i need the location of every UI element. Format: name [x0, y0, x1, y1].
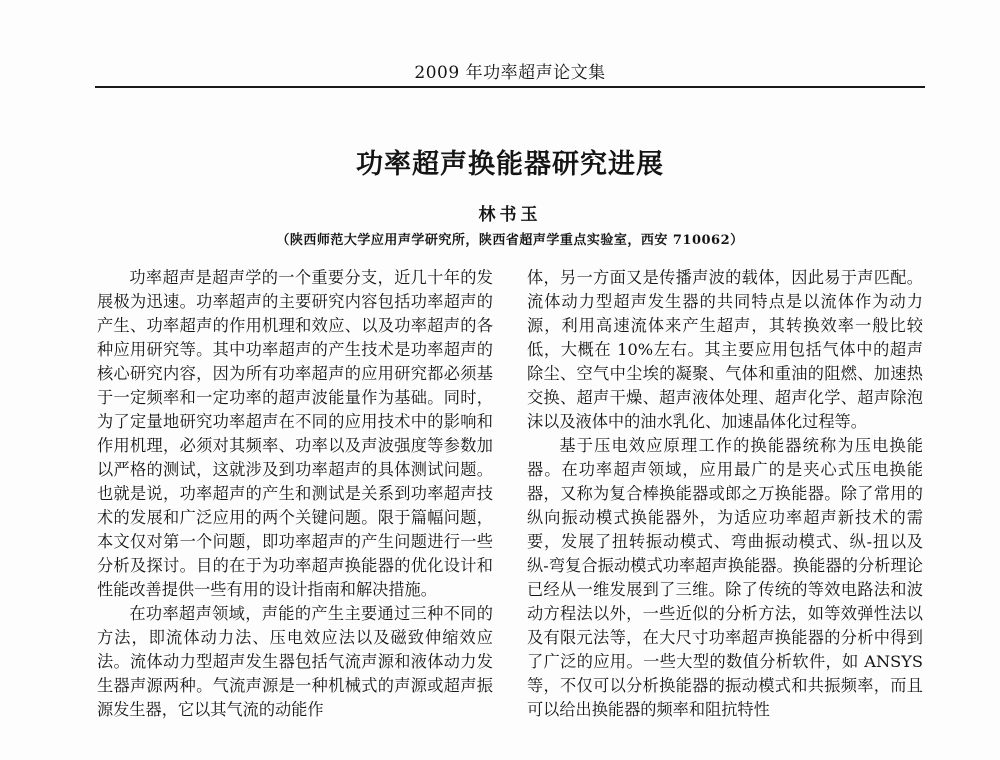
- paragraph: 基于压电效应原理工作的换能器统称为压电换能器。在功率超声领域，应用最广的是夹心式压电换能器，又称为复合棒换能器或郎之万换能器。除了常用的纵向振动模式换能器外，为适应功率超声新技术的需要，发展了扭转振动模式、弯曲振动模式、纵-扭以及纵-弯复合振动模式功率超声换能器。换能器的分析理论已经从一维发展到了三维。除了传统的等效电路法和波动方程法以外，一些近似的分析方法，如等效弹性法以及有限元法等，在大尺寸功率超声换能器的分析中得到了广泛的应用。一些大型的数值分析软件，如 ANSYS 等，不仅可以分析换能器的振动模式和共振频率，而且可以给出换能器的频率和阻抗特性: [527, 436, 923, 719]
- running-header: 2009 年功率超声论文集: [414, 63, 606, 83]
- body-column-right: [527, 266, 923, 722]
- paragraph: 功率超声是超声学的一个重要分支，近几十年的发展极为迅速。功率超声的主要研究内容包括功率超声的产生、功率超声的作用机理和效应、以及功率超声的各种应用研究等。其中功率超声的产生技术是功率超声的核心研究内容，因为所有功率超声的应用研究都必须基于一定频率和一定功率的超声波能量作为基础。同时，为了定量地研究功率超声在不同的应用技术中的影响和作用机理，必须对其频率、功率以及声波强度等参数加以严格的测试，这就涉及到功率超声的具体测试问题。也就是说，功率超声的产生和测试是关系到功率超声技术的发展和广泛应用的两个关键问题。限于篇幅问题，本文仅对第一个问题，即功率超声的产生问题进行一些分析及探讨。目的在于为功率超声换能器的优化设计和性能改善提供一些有用的设计指南和解决措施。: [97, 268, 493, 599]
- paragraph: 体，另一方面又是传播声波的载体，因此易于声匹配。流体动力型超声发生器的共同特点是以流体作为动力源，利用高速流体来产生超声，其转换效率一般比较低，大概在 10%左右。其主要应用包括气体中的超声除尘、空气中尘埃的凝聚、气体和重油的阻燃、加速热交换、超声干燥、超声液体处理、超声化学、超声除泡沫以及液体中的油水乳化、加速晶体化过程等。: [527, 268, 923, 431]
- paragraph: 在功率超声领域，声能的产生主要通过三种不同的方法，即流体动力法、压电效应法以及磁致伸缩效应法。流体动力型超声发生器包括气流声源和液体动力发生器声源两种。气流声源是一种机械式的声源或超声振源发生器，它以其气流的动能作: [97, 604, 493, 719]
- body-column-left: [97, 266, 493, 722]
- article-author: 林书玉: [478, 205, 542, 225]
- article-affiliation: （陕西师范大学应用声学研究所，陕西省超声学重点实验室，西安 710062）: [276, 233, 744, 248]
- header-rule: [95, 86, 925, 88]
- article-title: 功率超声换能器研究进展: [356, 149, 664, 180]
